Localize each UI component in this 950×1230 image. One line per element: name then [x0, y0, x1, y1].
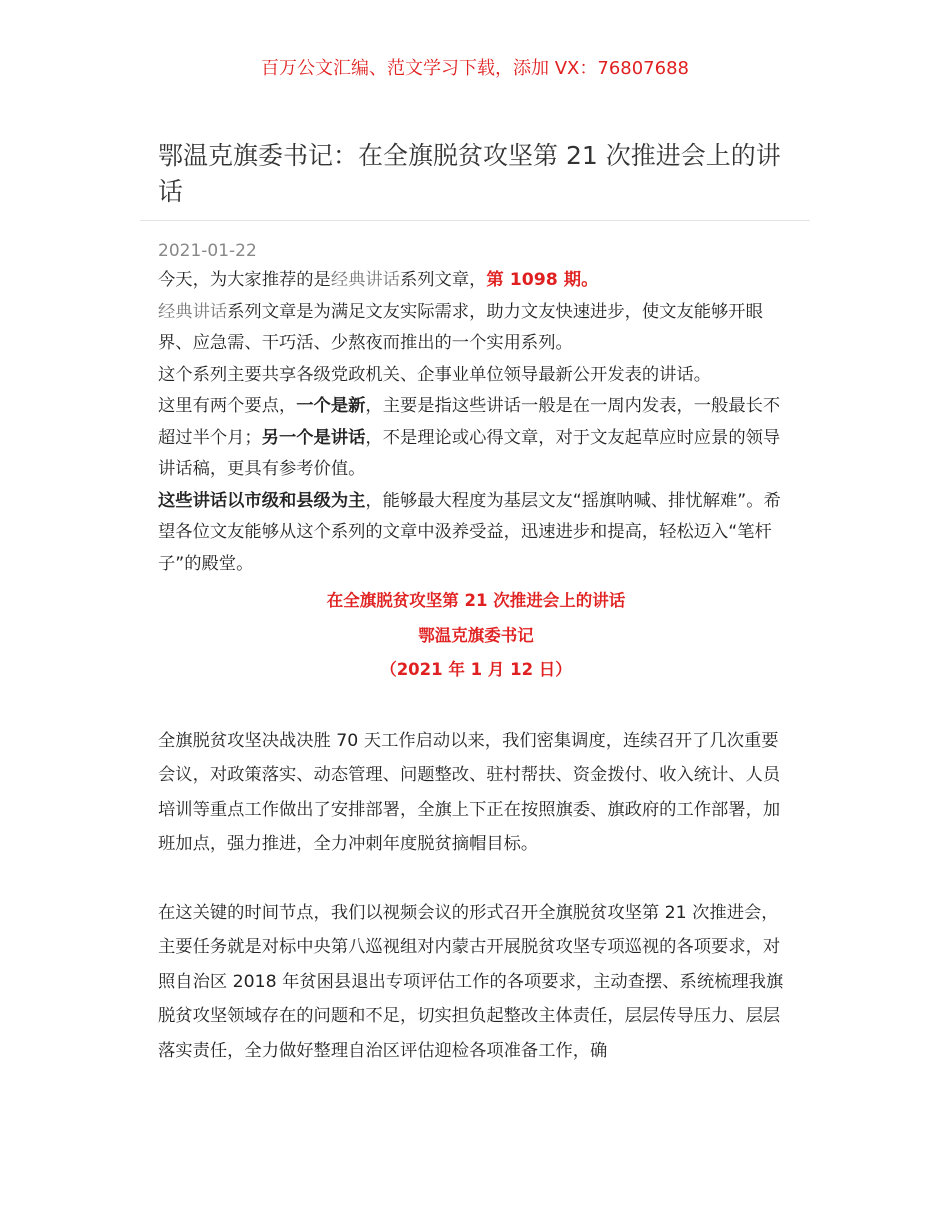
spacer: [158, 862, 794, 896]
speech-title: 在全旗脱贫攻坚第 21 次推进会上的讲话: [326, 591, 626, 610]
intro-text: 今天，为大家推荐的是: [158, 270, 331, 290]
intro-text: 系列文章，: [399, 270, 487, 290]
issue-number: 第 1098 期。: [486, 270, 599, 290]
series-name: 经典讲话: [330, 270, 400, 290]
promo-banner: 百万公文汇编、范文学习下载，添加 VX：76807688: [261, 58, 689, 79]
body-paragraph-2: 在这关键的时间节点，我们以视频会议的形式召开全旗脱贫攻坚第 21 次推进会，主要任务就是对标中央第八巡视组对内蒙古开展脱贫攻坚专项巡视的各项要求，对照自治区 2018 年贫困县退出专项评估工作的各项要求，主动查摆、系统梳理我旗脱贫攻坚领域存在的问题和不足，切实担负起整改主体责任，层层传导压力、层层落实责任，全力做好整理自治区评估迎检各项准备工作，确: [158, 902, 784, 1061]
series-name: 经典讲话: [158, 301, 228, 322]
intro-paragraph-4: [158, 391, 794, 486]
intro-text: 系列文章是为满足文友实际需求，助力文友快速进步，使文友能够开眼界、应急需、干巧活、少熬夜而推出的一个实用系列。: [158, 301, 763, 353]
intro-text: ，不是理论或心得文章，对于文友起草应时应景的领导讲话稿，更具有参考价值。: [158, 427, 781, 479]
speech-speaker: 鄂温克旗委书记: [418, 625, 534, 645]
intro-paragraph-5: [158, 486, 794, 581]
key-point-3: 这些讲话以市级和县级为主: [158, 490, 366, 511]
intro-paragraph-2: [158, 297, 794, 360]
intro-text: ，主要是指这些讲话一般是在一周内发表，一般最长不超过半个月；: [158, 396, 781, 448]
title-divider: [140, 220, 810, 221]
spacer: [158, 688, 794, 724]
intro-text: ，能够最大程度为基层文友“摇旗呐喊、排忧解难”。希望各位文友能够从这个系列的文章中汲养受益，迅速进步和提高，轻松迈入“笔杆子”的殿堂。: [158, 490, 781, 574]
key-point-1: 一个是新: [296, 396, 366, 416]
intro-paragraph-3: 这个系列主要共享各级党政机关、企事业单位领导最新公开发表的讲话。: [158, 364, 712, 385]
article-date: 2021-01-22: [158, 241, 257, 261]
key-point-2: 另一个是讲话: [261, 427, 366, 448]
article-title: 鄂温克旗委书记：在全旗脱贫攻坚第 21 次推进会上的讲话: [158, 141, 781, 206]
body-paragraph-1: 全旗脱贫攻坚决战决胜 70 天工作启动以来，我们密集调度，连续召开了几次重要会议，对政策落实、动态管理、问题整改、驻村帮扶、资金拨付、收入统计、人员培训等重点工作做出了安排部署，全旗上下正在按照旗委、旗政府的工作部署，加班加点，强力推进，全力冲刺年度脱贫摘帽目标。: [158, 730, 781, 854]
article-content: [158, 237, 794, 1068]
speech-date: （2021 年 1 月 12 日）: [380, 660, 572, 679]
intro-paragraph-1: [158, 265, 794, 297]
intro-text: 这里有两个要点，: [158, 396, 297, 416]
